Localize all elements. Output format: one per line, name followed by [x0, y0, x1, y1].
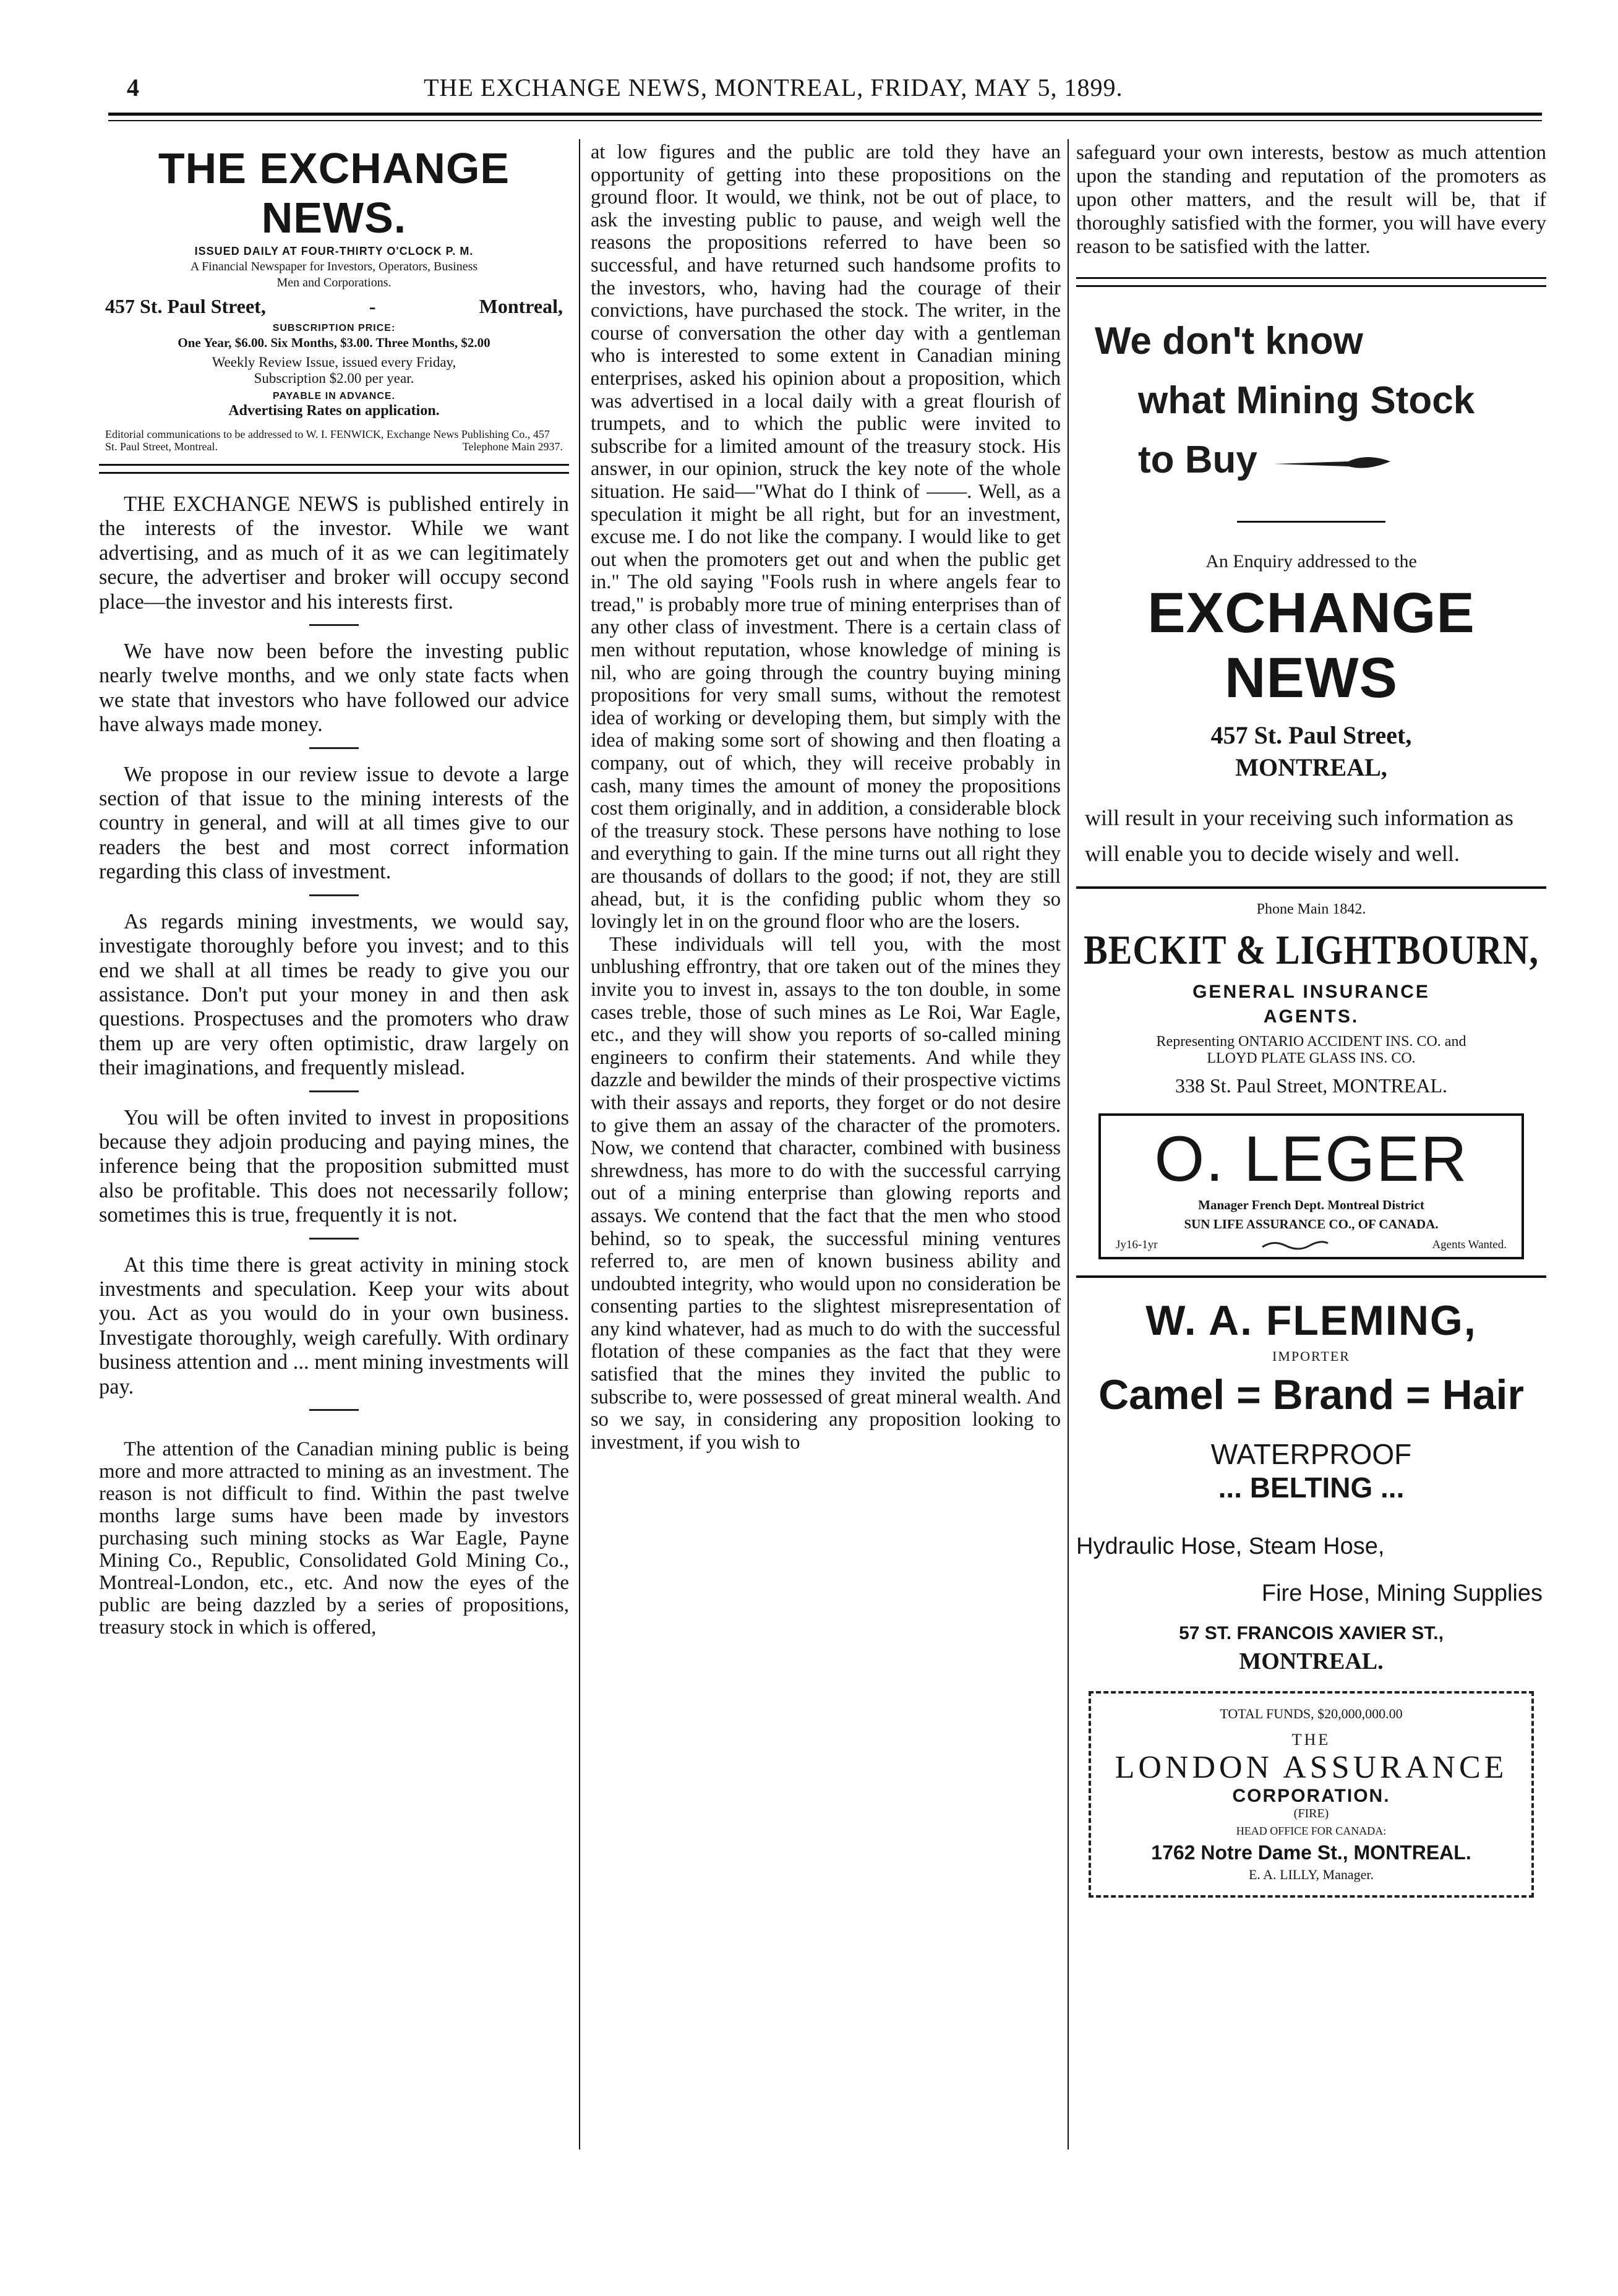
ad-line-2: what Mining Stock	[1138, 379, 1475, 422]
col1-paragraph-7: The attention of the Canadian mining public is being more and more attracted to mining as an investment. The reason is not difficult to find. Within the past twelve months large sums have been made by investors purchasing such mining stocks as War Eagle, Payne Mining Co., Republic, Consolidated Gold Mining Co., Montreal-London, etc., etc. And now the eyes of the public are being dazzled by a series of propositions, treasury stock in which is offered,	[99, 1438, 569, 1638]
london-manager: E. A. LILLY, Manager.	[1248, 1867, 1374, 1882]
masthead-address-dash: -	[369, 295, 376, 317]
fleming-waterproof: WATERPROOF	[1210, 1438, 1412, 1470]
exchange-news-address: 457 St. Paul Street,	[1210, 721, 1412, 749]
exchange-news-city: MONTREAL,	[1235, 753, 1387, 781]
leger-name: O. LEGER	[1154, 1123, 1468, 1195]
fleming-importer: IMPORTER	[1272, 1348, 1350, 1364]
london-the: THE	[1291, 1731, 1331, 1749]
page-header	[114, 69, 1537, 106]
masthead-address	[105, 295, 563, 318]
london-name: LONDON ASSURANCE	[1115, 1750, 1508, 1785]
masthead-address-city: Montreal,	[479, 295, 563, 317]
subscription-prices: One Year, $6.00. Six Months, $3.00. Three Months, $2.00	[178, 335, 490, 350]
london-head-office: HEAD OFFICE FOR CANADA:	[1236, 1825, 1387, 1837]
fleming-address: 57 ST. FRANCOIS XAVIER ST.,	[1179, 1623, 1444, 1643]
column-1	[99, 141, 569, 1638]
subscription-label: SUBSCRIPTION PRICE:	[272, 323, 396, 333]
beckit-address: 338 St. Paul Street, MONTREAL.	[1175, 1074, 1447, 1097]
section-rule	[1076, 277, 1546, 287]
separator	[309, 747, 359, 749]
weekly-issue-line-2: Subscription $2.00 per year.	[254, 371, 414, 386]
page-number: 4	[127, 74, 140, 101]
fleming-city: MONTREAL.	[1239, 1648, 1384, 1674]
leger-footer	[1116, 1238, 1507, 1252]
fleming-name: W. A. FLEMING,	[1145, 1297, 1477, 1344]
payable-notice: PAYABLE IN ADVANCE.	[273, 391, 395, 401]
weekly-issue-line-1: Weekly Review Issue, issued every Friday,	[212, 354, 456, 370]
beckit-line-1: GENERAL INSURANCE	[1192, 982, 1430, 1002]
beckit-rep-2: LLOYD PLATE GLASS INS. CO.	[1207, 1050, 1416, 1066]
beckit-rep-1: Representing ONTARIO ACCIDENT INS. CO. and	[1156, 1034, 1466, 1050]
editorial-notice	[105, 428, 563, 453]
col1-paragraph-4: As regards mining investments, we would say, investigate thoroughly before you invest; and to this end we shall at all times be ready to give you our assistance. Don't put your money in and then ask questions. Prospectuses and the promoters who draw them up are very often optimistic, draw largely on their imaginations, and frequently mislead.	[99, 909, 569, 1080]
col1-paragraph-2: We have now been before the investing public nearly twelve months, and we only state facts when we state that investors who have followed our advice have always made money.	[99, 640, 569, 737]
header-rule-top	[108, 113, 1542, 116]
col1-paragraph-6: At this time there is great activity in mining stock investments and speculation. Keep your wits about you. Act as you would do in your own business. Investigate thoroughly, weigh carefully. With ordinary business attention and ... ment mining investments will pay.	[99, 1253, 569, 1399]
col1-paragraph-3: We propose in our review issue to devote a large section of that issue to the mining interests of the country in general, and will at all times give to our readers the best and most correct information regarding this class of investment.	[99, 762, 569, 884]
column-divider-2	[1068, 139, 1069, 2149]
separator	[309, 624, 359, 626]
header-rule-bottom	[108, 120, 1542, 121]
leger-line-2: SUN LIFE ASSURANCE CO., OF CANADA.	[1184, 1217, 1439, 1232]
masthead-title: THE EXCHANGE NEWS.	[158, 144, 510, 242]
fleming-hose-2: Fire Hose, Mining Supplies	[1261, 1580, 1543, 1606]
flourish-icon	[1261, 1238, 1329, 1252]
masthead-tagline-2: Men and Corporations.	[276, 276, 392, 289]
pointing-hand-icon	[1274, 450, 1392, 475]
separator	[309, 1409, 359, 1411]
london-address: 1762 Notre Dame St., MONTREAL.	[1151, 1841, 1471, 1864]
exchange-news-result-text: will result in your receiving such information as will enable you to decide wisely and well.	[1085, 805, 1513, 866]
separator	[309, 1238, 359, 1240]
editorial-address: Editorial communications to be addressed to W. I. FENWICK, Exchange News Publishing Co., 457 St. Paul Street, Montreal.	[105, 428, 550, 453]
col2-paragraph-1: at low figures and the public are told they have an opportunity of getting into these propositions on the ground floor. It would, we think, not be out of place, to ask the investing public to pause, and weigh well the reasons the propositions referred to have been so successful, and have returned such handsome profits to the investors, who, having had the courage of their convictions, have purchased the stock. The writer, in the course of conversation the other day with a gentleman who is interested to some extent in Canadian mining enterprises, asked his opinion about a proposition, which was advertised in a local daily with a great flourish of trumpets, and to which the public were invited to subscribe for a limited amount of the treasury stock. His answer, in our opinion, struck the key note of the whole situation. He said—"What do I think of ——. Well, as a speculation it might be all right, but for an investment, excuse me. I do not like the company. I would like to get out when the promoters get out and when the public get in." The old saying "Fools rush in where angels fear to tread," is probably more true of mining enterprises than of any other class of investment. There is a certain class of men without reputation, whose knowledge of mining is nil, who are going through the country buying mining propositions for very small sums, without the remotest idea of working or developing them, but simply with the idea of making some sort of showing and then floating a company, out of which, they will receive probably in cash, many times the amount of money the propositions cost them originally, and in addition, a considerable block of the treasury stock. These persons have nothing to lose and everything to gain. If the mine turns out all right they are thousands of dollars to the good; if not, they are still ahead, but, it is the confiding public whom they so lovingly let in on the ground floor who are the losers.	[591, 141, 1061, 933]
exchange-news-name: EXCHANGE NEWS	[1147, 581, 1475, 709]
ad-line-3	[1076, 430, 1546, 490]
london-corporation: CORPORATION.	[1232, 1786, 1390, 1806]
leger-agents: Agents Wanted.	[1432, 1238, 1507, 1251]
ad-line-3-text: to Buy	[1138, 439, 1257, 481]
ad-rule	[1237, 521, 1385, 523]
header-title: THE EXCHANGE NEWS, MONTREAL, FRIDAY, MAY 5, 1899.	[424, 74, 1123, 101]
ad-line-1: We don't know	[1095, 320, 1363, 362]
advertising-rates: Advertising Rates on application.	[228, 403, 440, 419]
ad-separator	[1076, 1275, 1546, 1278]
masthead-issued: ISSUED DAILY AT FOUR-THIRTY O'CLOCK P. M.	[194, 245, 474, 257]
column-divider-1	[579, 139, 580, 2149]
masthead-address-street: 457 St. Paul Street,	[105, 295, 266, 317]
fleming-belting: ... BELTING ...	[1218, 1471, 1405, 1504]
col1-paragraph-5: You will be often invited to invest in propositions because they adjoin producing and paying mines, the inference being that the proposition submitted must also be profitable. This does not necessarily follow; sometimes this is true, frequently it is not.	[99, 1105, 569, 1227]
beckit-name: BECKIT & LIGHTBOURN,	[1083, 927, 1539, 973]
telephone: Telephone Main 2937.	[462, 440, 563, 453]
separator	[309, 1090, 359, 1092]
masthead-rule	[99, 464, 569, 474]
leger-code: Jy16-1yr	[1116, 1238, 1158, 1251]
exchange-news-ad-headline	[1076, 312, 1546, 490]
enquiry-line: An Enquiry addressed to the	[1205, 551, 1417, 572]
separator	[309, 894, 359, 896]
ad-separator	[1076, 886, 1546, 889]
leger-line-1: Manager French Dept. Montreal District	[1198, 1197, 1424, 1212]
col3-paragraph-1: safeguard your own interests, bestow as much attention upon the standing and reputation of the promoters as upon other matters, and the result will be, that if thoroughly satisfied with the former, you will have every reason to be satisfied with the latter.	[1076, 142, 1546, 258]
masthead-tagline-1: A Financial Newspaper for Investors, Operators, Business	[190, 260, 478, 273]
col1-paragraph-1: THE EXCHANGE NEWS is published entirely in the interests of the investor. While we want advertising, and as much of it as we can legitimately secure, the advertiser and broker will occupy second place—the investor and his interests first.	[99, 492, 569, 614]
fleming-hose-1: Hydraulic Hose, Steam Hose,	[1076, 1533, 1385, 1559]
london-fire: (FIRE)	[1293, 1807, 1329, 1820]
leger-ad-box	[1098, 1113, 1524, 1259]
beckit-phone: Phone Main 1842.	[1256, 901, 1366, 917]
fleming-product: Camel = Brand = Hair	[1098, 1371, 1524, 1418]
col2-paragraph-2: These individuals will tell you, with the most unblushing effrontry, that ore taken out of the mines they invite you to invest in, assays to the ton double, in some cases treble, those of such mines as Le Roi, War Eagle, etc., and they will show you reports of so-called mining engineers to confirm their statements. And while they dazzle and bewilder the minds of their prospective victims with their assays and reports, they forget or do not desire to give them an assay of the character of the promoters. Now, we contend that character, combined with business shrewdness, has more to do with the successful carrying out of a mining enterprise than glowing reports and assays. We contend that the fact that the men who stood behind, so to speak, the successful mining ventures referred to, are men of known business ability and undoubted integrity, who would upon no consideration be consenting parties to the slightest misrepresentation of any kind whatever, had as much to do with the successful flotation of these companies as the fact that they were satisfied that the mines they invited the public to subscribe to, were possessed of great mineral wealth. And so we say, in considering any proposition looking to investment, if you wish to	[591, 933, 1061, 1454]
beckit-line-2: AGENTS.	[1263, 1006, 1359, 1027]
london-funds: TOTAL FUNDS, $20,000,000.00	[1220, 1706, 1403, 1721]
column-2	[591, 141, 1061, 1454]
london-assurance-ad-box	[1089, 1691, 1534, 1898]
column-3	[1076, 141, 1546, 1898]
